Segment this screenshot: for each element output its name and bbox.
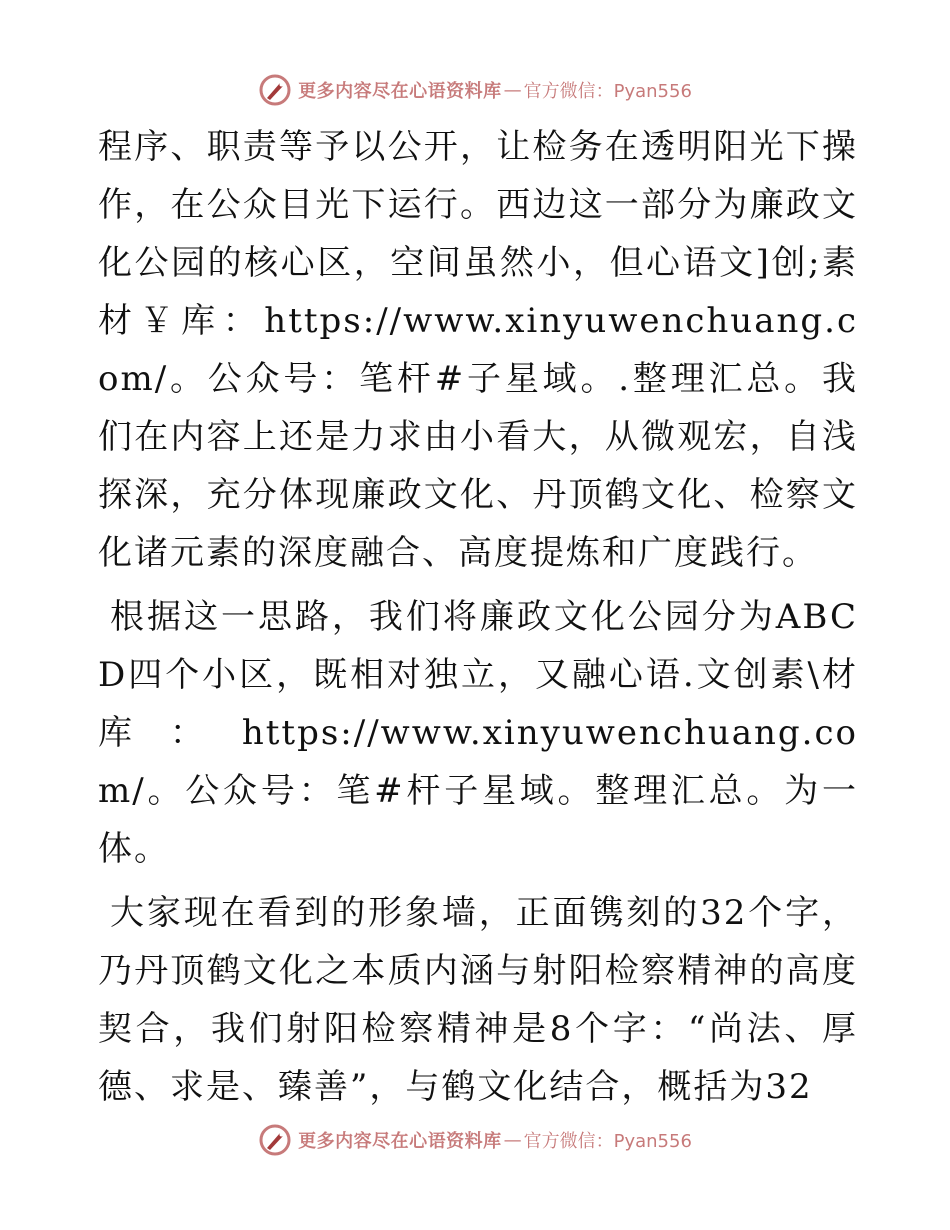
watermark-separator: —	[503, 79, 522, 101]
footer-watermark	[0, 1120, 950, 1160]
watermark-contact: 官方微信：Pyan556	[523, 81, 692, 102]
document-body	[98, 118, 858, 1122]
watermark-text: 更多内容尽在心语资料库	[298, 1131, 502, 1152]
watermark-text: 更多内容尽在心语资料库	[298, 81, 502, 102]
pen-logo-icon	[258, 1123, 292, 1157]
watermark-contact: 官方微信：Pyan556	[523, 1131, 692, 1152]
paragraph-3: 大家现在看到的形象墙，正面镌刻的32个字，乃丹顶鹤文化之本质内涵与射阳检察精神的高度契合，我们射阳检察精神是8个字：“尚法、厚德、求是、臻善”，与鹤文化结合，概括为32	[98, 893, 858, 1107]
paragraph-1: 程序、职责等予以公开，让检务在透明阳光下操作，在公众目光下运行。西边这一部分为廉政文化公园的核心区，空间虽然小，但心语文]创;素材￥库：https://www.xinyuwenchuang.com/。公众号：笔杆#子星域。.整理汇总。我们在内容上还是力求由小看大，从微观宏，自浅探深，充分体现廉政文化、丹顶鹤文化、检察文化诸元素的深度融合、高度提炼和广度践行。	[98, 127, 858, 573]
pen-logo-icon	[258, 73, 292, 107]
header-watermark	[0, 70, 950, 110]
watermark-separator: —	[503, 1129, 522, 1151]
paragraph-2: 根据这一思路，我们将廉政文化公园分为ABCD四个小区，既相对独立，又融心语.文创素\材库：https://www.xinyuwenchuang.com/。公众号：笔#杆子星域。整理汇总。为一体。	[98, 597, 858, 869]
